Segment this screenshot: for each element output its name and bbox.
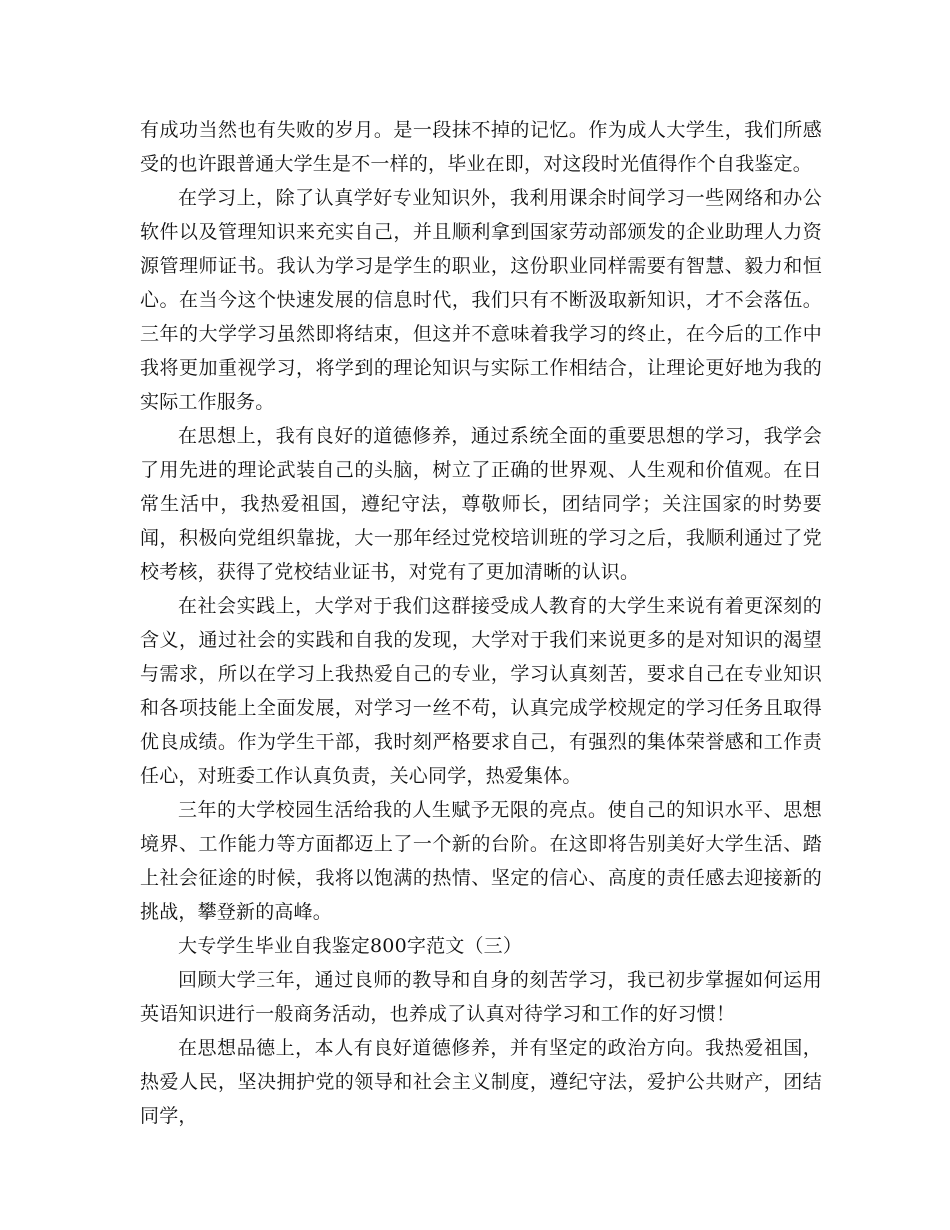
document-body (140, 113, 822, 1133)
paragraph-conclusion: 三年的大学校园生活给我的人生赋予无限的亮点。使自己的知识水平、思想境界、工作能力等方面都迈上了一个新的台阶。在这即将告别美好大学生活、踏上社会征途的时候，我将以饱满的热情、坚定的信心、高度的责任感去迎接新的挑战，攀登新的高峰。 (140, 799, 822, 923)
section-heading: 大专学生毕业自我鉴定800字范文（三） (178, 935, 523, 957)
paragraph-thought: 在思想上，我有良好的道德修养，通过系统全面的重要思想的学习，我学会了用先进的理论武装自己的头脑，树立了正确的世界观、人生观和价值观。在日常生活中，我热爱祖国，遵纪守法，尊敬师长，团结同学；关注国家的时势要闻，积极向党组织靠拢，大一那年经过党校培训班的学习之后，我顺利通过了党校考核，获得了党校结业证书，对党有了更加清晰的认识。 (140, 425, 822, 583)
paragraph-continuation: 有成功当然也有失败的岁月。是一段抹不掉的记忆。作为成人大学生，我们所感受的也许跟普通大学生是不一样的，毕业在即，对这段时光值得作个自我鉴定。 (140, 119, 822, 175)
paragraph-study: 在学习上，除了认真学好专业知识外，我利用课余时间学习一些网络和办公软件以及管理知识来充实自己，并且顺利拿到国家劳动部颁发的企业助理人力资源管理师证书。我认为学习是学生的职业，这份职业同样需要有智慧、毅力和恒心。在当今这个快速发展的信息时代，我们只有不断汲取新知识，才不会落伍。三年的大学学习虽然即将结束，但这并不意味着我学习的终止，在今后的工作中我将更加重视学习，将学到的理论知识与实际工作相结合，让理论更好地为我的实际工作服务。 (140, 187, 822, 413)
paragraph-moral: 在思想品德上，本人有良好道德修养，并有坚定的政治方向。我热爱祖国，热爱人民，坚决拥护党的领导和社会主义制度，遵纪守法，爱护公共财产，团结同学， (140, 1037, 822, 1127)
paragraph-review: 回顾大学三年，通过良师的教导和自身的刻苦学习，我已初步掌握如何运用英语知识进行一般商务活动，也养成了认真对待学习和工作的好习惯！ (140, 969, 822, 1025)
paragraph-social-practice: 在社会实践上，大学对于我们这群接受成人教育的大学生来说有着更深刻的含义，通过社会的实践和自我的发现，大学对于我们来说更多的是对知识的渴望与需求，所以在学习上我热爱自己的专业，学习认真刻苦，要求自己在专业知识和各项技能上全面发展，对学习一丝不苟，认真完成学校规定的学习任务且取得优良成绩。作为学生干部，我时刻严格要求自己，有强烈的集体荣誉感和工作责任心，对班委工作认真负责，关心同学，热爱集体。 (140, 595, 822, 787)
